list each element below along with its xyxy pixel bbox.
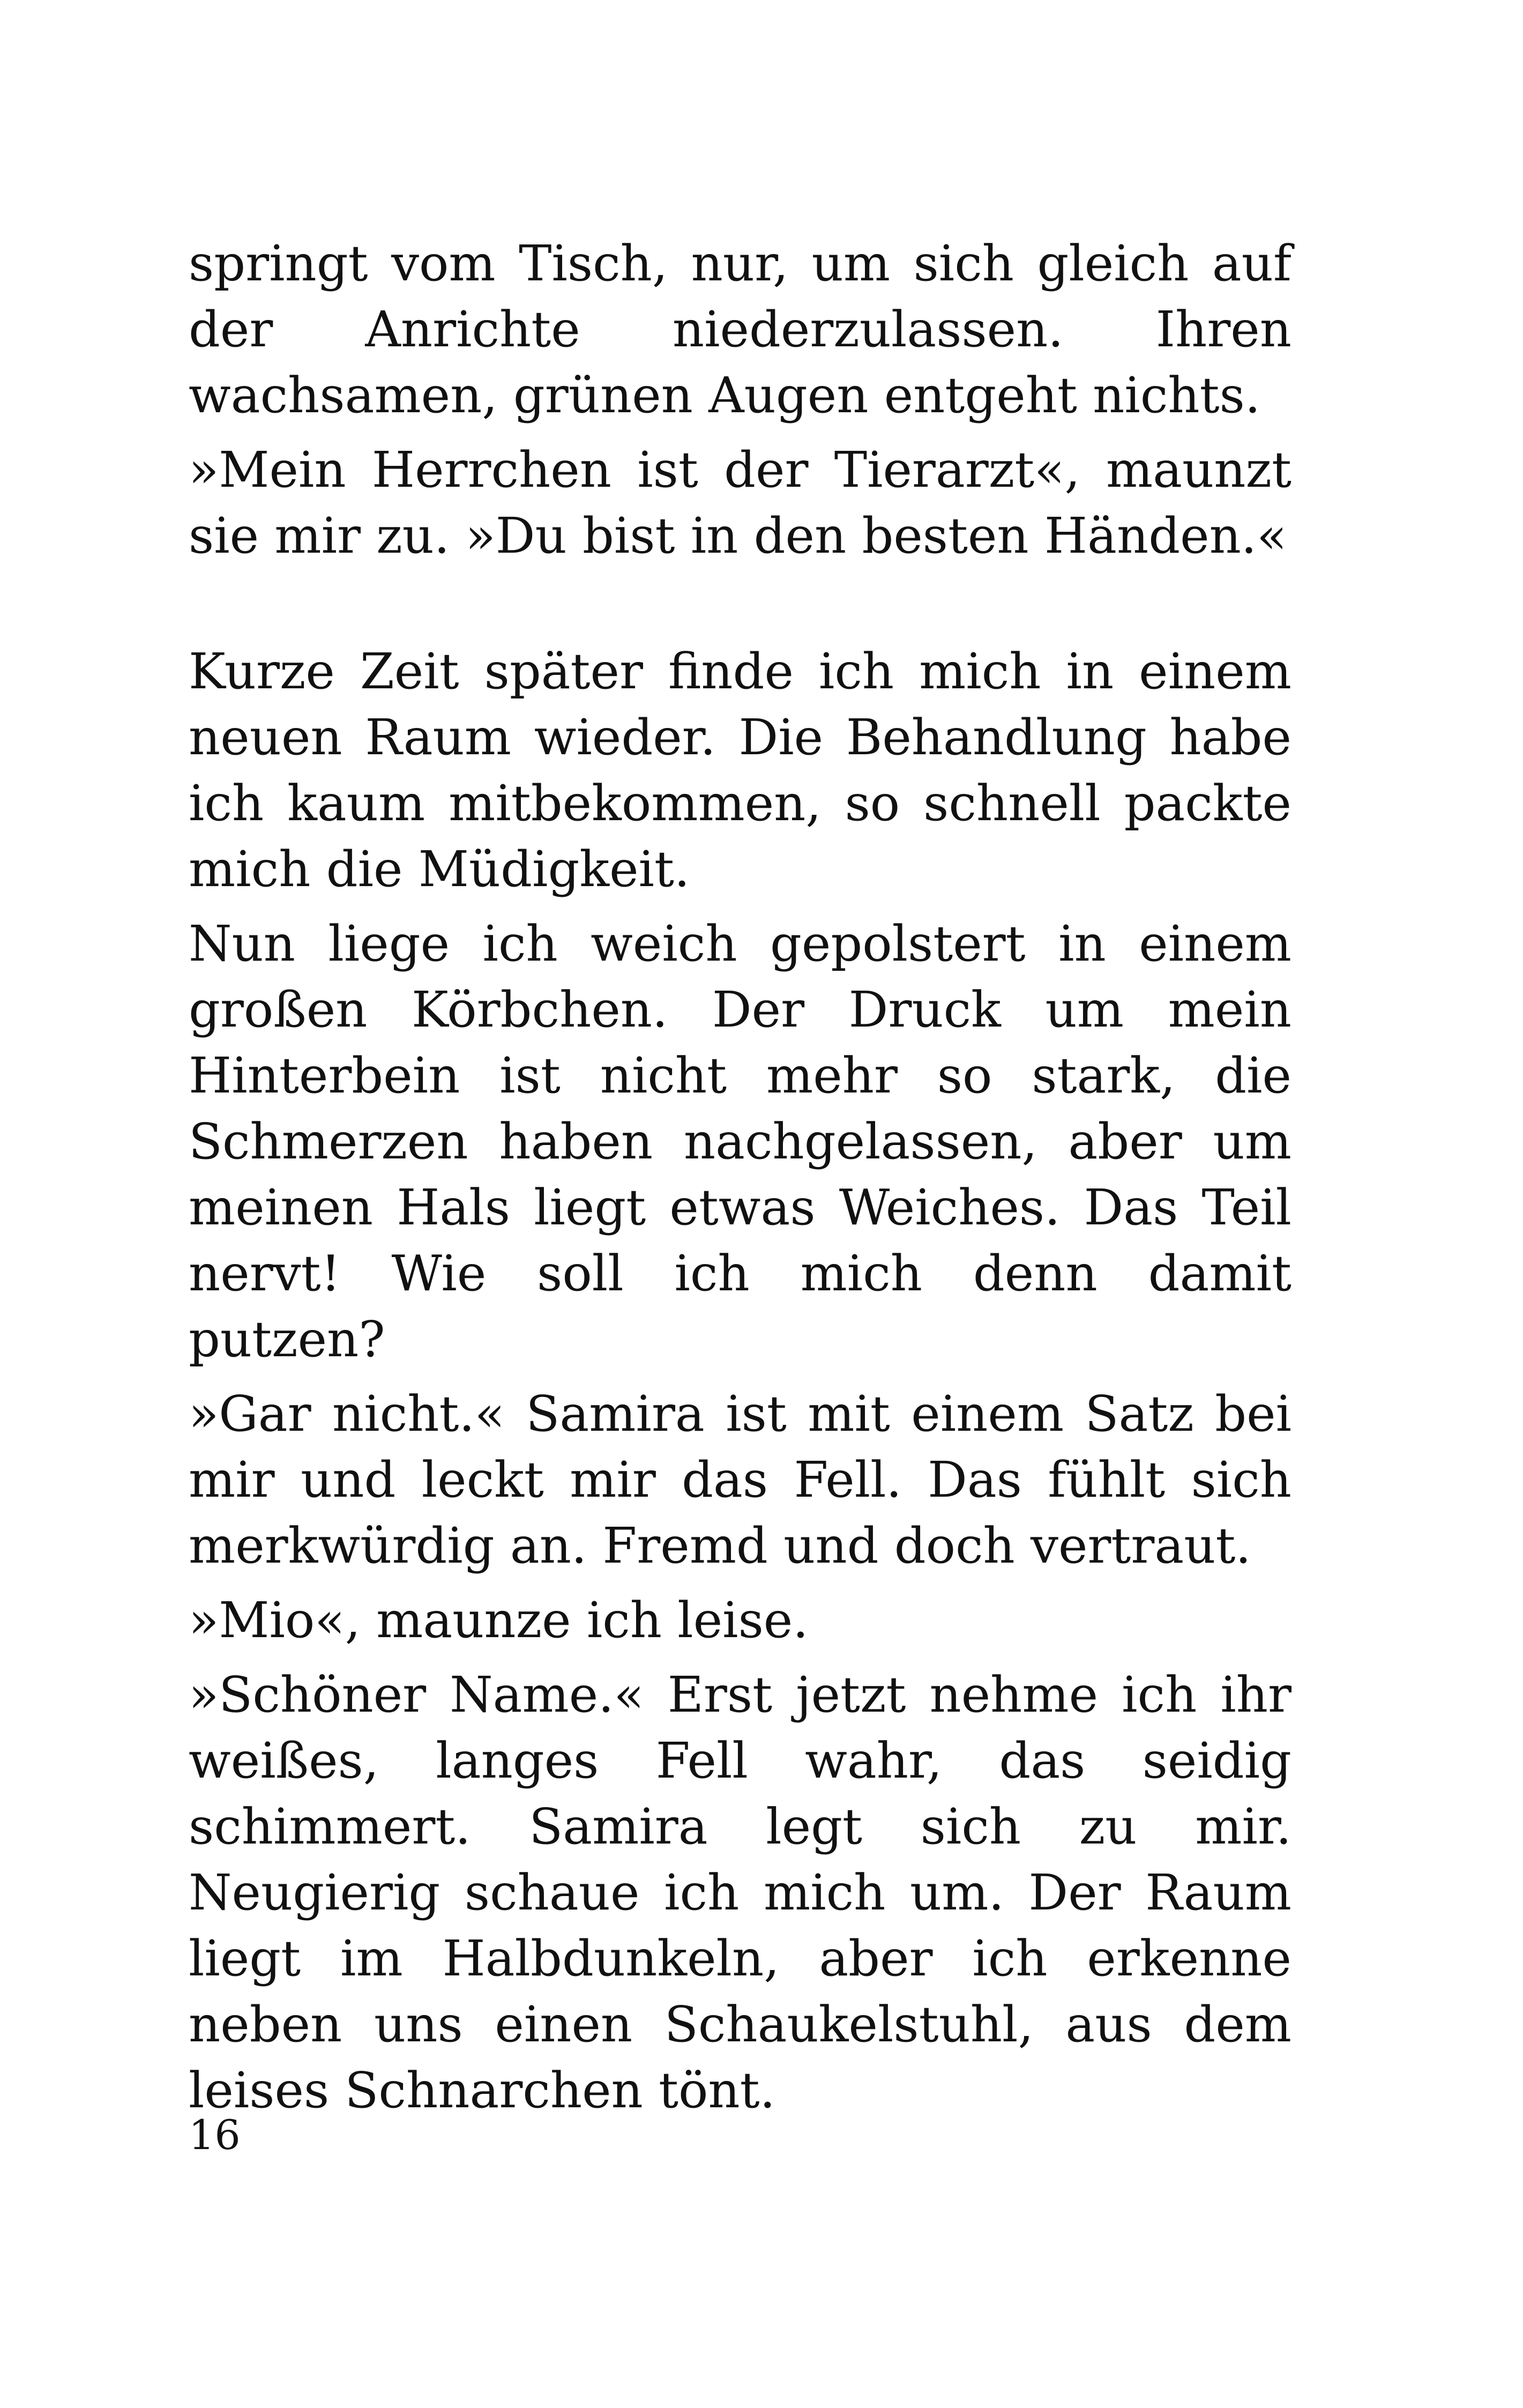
page-number: 16	[189, 2111, 241, 2159]
paragraph-7: »Schöner Name.« Erst jetzt nehme ich ihr weißes, langes Fell wahr, das seidig schimmert. Samira legt sich zu mir. Neugierig schaue ich mich um. Der Raum liegt im Halbdunkeln, aber ich erkenne neben uns einen Schaukelstuhl, aus dem leises Schnarchen tönt.	[189, 1666, 1291, 2119]
paragraph-5: »Gar nicht.« Samira ist mit einem Satz bei mir und leckt mir das Fell. Das fühlt sich merkwürdig an. Fremd und doch vertraut.	[189, 1385, 1291, 1574]
paragraph-1: springt vom Tisch, nur, um sich gleich auf der Anrichte niederzulassen. Ihren wachsamen, grünen Augen entgeht nichts.	[189, 235, 1291, 424]
body-text	[189, 231, 1291, 2132]
paragraph-6: »Mio«, maunze ich leise.	[189, 1592, 809, 1649]
paragraph-4: Nun liege ich weich gepolstert in einem großen Körbchen. Der Druck um mein Hinterbein ist nicht mehr so stark, die Schmerzen haben nachgelassen, aber um meinen Hals liegt etwas Weiches. Das Teil nervt! Wie soll ich mich denn damit putzen?	[189, 915, 1291, 1368]
paragraph-2: »Mein Herrchen ist der Tierarzt«, maunzt sie mir zu. »Du bist in den besten Händen.«	[189, 441, 1291, 564]
paragraph-3: Kurze Zeit später finde ich mich in einem neuen Raum wieder. Die Behandlung habe ich kaum mitbekommen, so schnell packte mich die Müdigkeit.	[189, 643, 1291, 898]
